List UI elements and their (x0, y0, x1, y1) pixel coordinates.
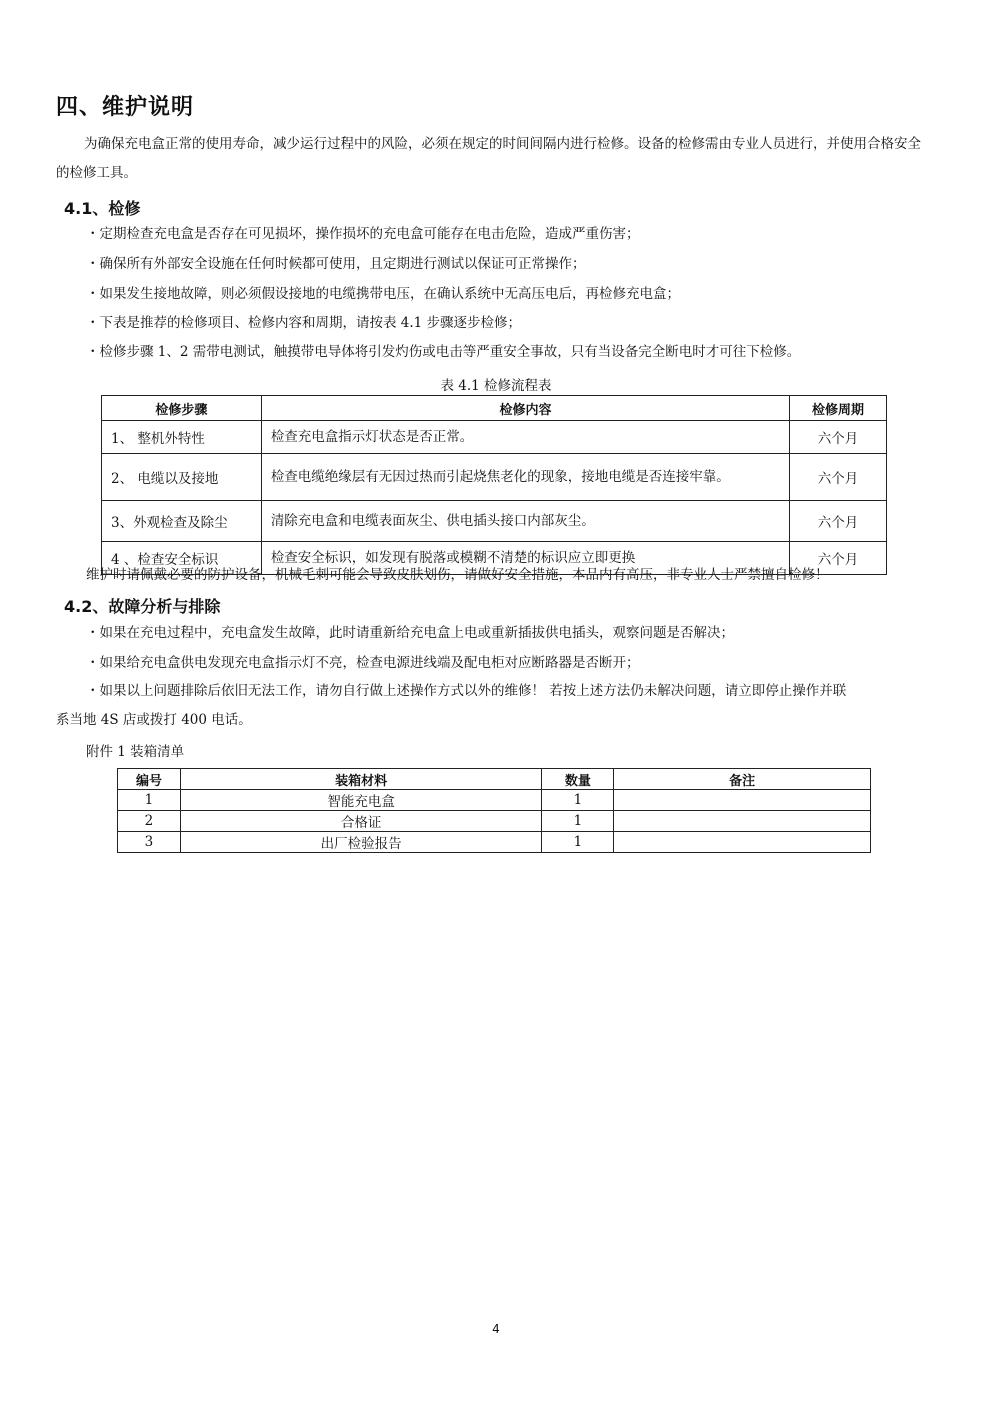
header-quantity: 数量 (542, 769, 614, 790)
cell-quantity: 1 (542, 832, 614, 853)
cell-item: 智能充电盒 (180, 790, 542, 811)
maintenance-table (101, 395, 887, 575)
subsection-title-maintenance: 4.1、检修 (64, 199, 141, 218)
bullet-item: ・如果以上问题排除后依旧无法工作，请勿自行做上述操作方式以外的维修！ 若按上述方法仍未解决问题，请立即停止操作并联 (86, 683, 847, 699)
cell-content: 检查充电盒指示灯状态是否正常。 (261, 421, 789, 454)
bullet-item: ・如果发生接地故障，则必须假设接地的电缆携带电压，在确认系统中无高压电后，再检修充电盒； (86, 286, 680, 302)
subsection-title-troubleshooting: 4.2、故障分析与排除 (64, 597, 221, 616)
bullet-item: ・确保所有外部安全设施在任何时候都可使用，且定期进行测试以保证可正常操作； (86, 256, 586, 272)
table-row (102, 501, 887, 542)
table-caption: 表 4.1 检修流程表 (440, 378, 552, 394)
cell-remark (614, 811, 871, 832)
table-header-row (102, 396, 887, 421)
header-step: 检修步骤 (102, 396, 262, 421)
cell-step: 1、 整机外特性 (102, 421, 262, 454)
bullet-item: ・定期检查充电盒是否存在可见损坏，操作损坏的充电盒可能存在电击危险，造成严重伤害； (86, 226, 640, 242)
section-title: 四、维护说明 (56, 95, 195, 120)
table-row (118, 790, 871, 811)
cell-content: 检查电缆绝缘层有无因过热而引起烧焦老化的现象，接地电缆是否连接牢靠。 (261, 454, 789, 501)
cell-period: 六个月 (790, 501, 887, 542)
bullet-item: ・下表是推荐的检修项目、检修内容和周期，请按表 4.1 步骤逐步检修； (86, 315, 522, 331)
table-row (102, 454, 887, 501)
cell-content: 清除充电盒和电缆表面灰尘、供电插头接口内部灰尘。 (261, 501, 789, 542)
cell-quantity: 1 (542, 790, 614, 811)
header-period: 检修周期 (790, 396, 887, 421)
cell-quantity: 1 (542, 811, 614, 832)
header-item: 装箱材料 (180, 769, 542, 790)
intro-text: 为确保充电盒正常的使用寿命，减少运行过程中的风险，必须在规定的时间间隔内进行检修。设备的检修需由专业人员进行，并使用合格安全的检修工具。 (56, 136, 921, 181)
cell-number: 1 (118, 790, 181, 811)
cell-number: 3 (118, 832, 181, 853)
cell-step: 3、外观检查及除尘 (102, 501, 262, 542)
cell-step: 4 、检查安全标识 (102, 542, 262, 575)
header-content: 检修内容 (261, 396, 789, 421)
cell-number: 2 (118, 811, 181, 832)
cell-period: 六个月 (790, 542, 887, 575)
cell-item: 合格证 (180, 811, 542, 832)
table-row (118, 811, 871, 832)
cell-step: 2、 电缆以及接地 (102, 454, 262, 501)
packing-list-table (117, 768, 871, 853)
bullet-item: ・如果在充电过程中，充电盒发生故障，此时请重新给充电盒上电或重新插拔供电插头，观察问题是否解决； (86, 625, 734, 641)
cell-content: 检查安全标识，如发现有脱落或模糊不清楚的标识应立即更换 (261, 542, 789, 575)
bullet-item: ・如果给充电盒供电发现充电盒指示灯不亮，检查电源进线端及配电柜对应断路器是否断开； (86, 655, 640, 671)
table-row (102, 421, 887, 454)
table-header-row (118, 769, 871, 790)
header-remark: 备注 (614, 769, 871, 790)
bullet-continuation: 系当地 4S 店或拨打 400 电话。 (56, 712, 252, 728)
cell-period: 六个月 (790, 421, 887, 454)
cell-remark (614, 790, 871, 811)
safety-note: 维护时请佩戴必要的防护设备，机械毛刺可能会导致皮肤划伤，请做好安全措施，本品内有高压，非专业人士严禁擅自检修！ (86, 567, 829, 583)
page-number: 4 (492, 1322, 500, 1336)
cell-remark (614, 832, 871, 853)
header-number: 编号 (118, 769, 181, 790)
cell-period: 六个月 (790, 454, 887, 501)
table-row (118, 832, 871, 853)
intro-paragraph (56, 130, 932, 188)
attachment-title: 附件 1 装箱清单 (86, 744, 185, 760)
bullet-item: ・检修步骤 1、2 需带电测试，触摸带电导体将引发灼伤或电击等严重安全事故，只有当设备完全断电时才可往下检修。 (86, 344, 801, 360)
cell-item: 出厂检验报告 (180, 832, 542, 853)
